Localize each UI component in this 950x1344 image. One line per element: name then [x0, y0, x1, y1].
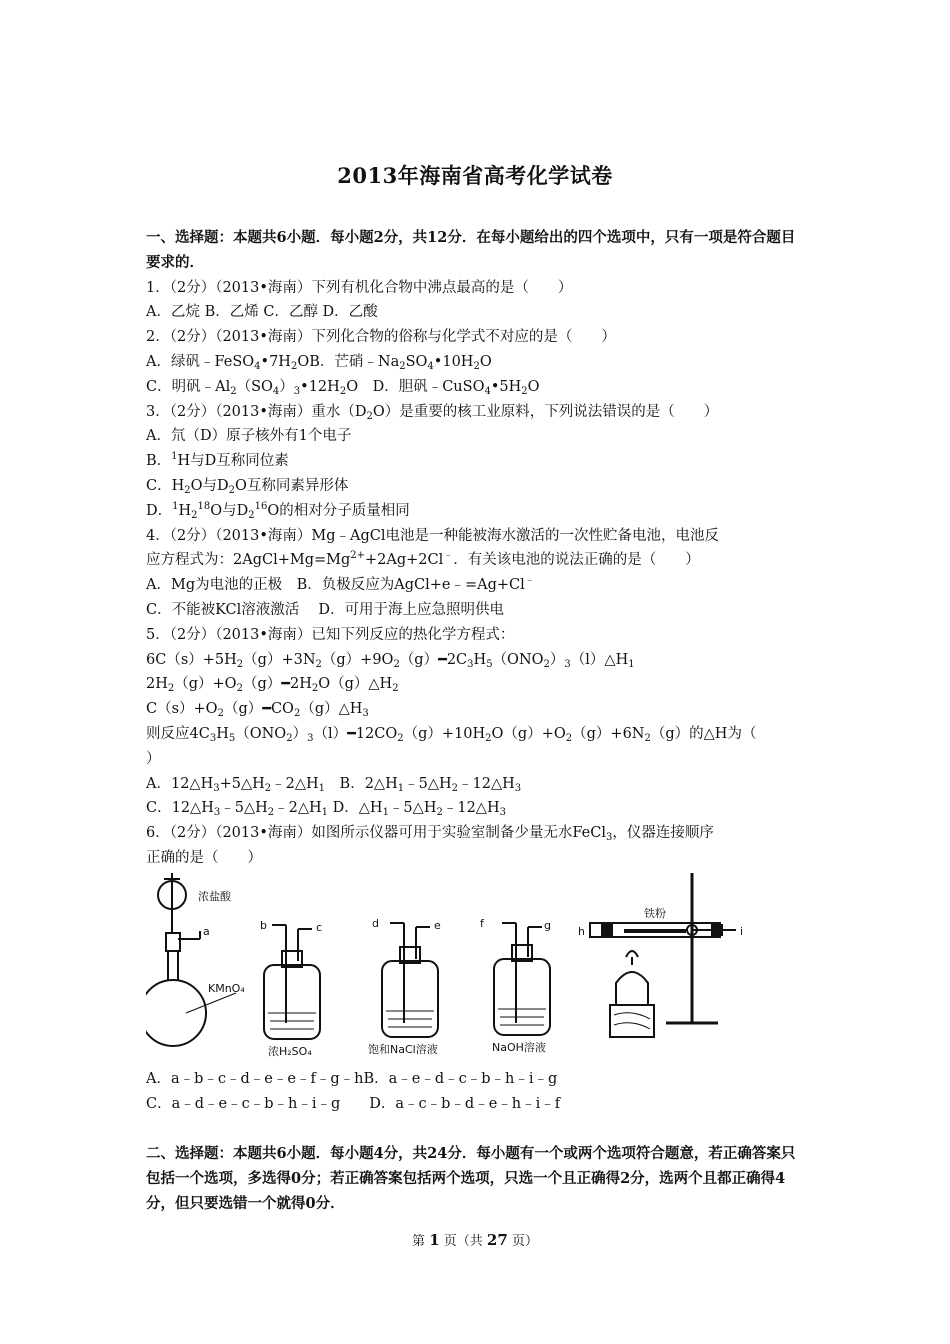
apparatus-diagram [146, 873, 806, 1063]
q1-stem: 1．（2分）（2013•海南）下列有机化合物中沸点最高的是（ ） [146, 279, 573, 296]
q5-stem: 5．（2分）（2013•海南）已知下列反应的热化学方程式： [146, 626, 515, 643]
label-h2so4: 浓H₂SO₄ [268, 1044, 312, 1058]
total-page-count: 27 [486, 1231, 508, 1249]
q4-options-cd: C．不能被KCl溶液激活 D．可用于海上应急照明供电 [146, 601, 505, 618]
q5-question-line2: ） [146, 750, 161, 767]
label-g: g [544, 918, 551, 932]
q6-options-cd: C．a﹣d﹣e﹣c﹣b﹣h﹣i﹣g D．a﹣c﹣b﹣d﹣e﹣h﹣i﹣f [146, 1095, 561, 1112]
heating-tube-apparatus [590, 873, 736, 1037]
section1-header: 一、选择题：本题共6小题．每小题2分，共12分．在每小题给出的四个选项中，只有一项是符合题目要求的． [146, 229, 796, 271]
page-title: 2013年海南省高考化学试卷 [337, 163, 613, 188]
q3-option-a: A．氘（D）原子核外有1个电子 [146, 428, 352, 445]
label-e: e [434, 918, 441, 932]
label-nacl: 饱和NaCl溶液 [368, 1042, 438, 1056]
q5-equation-2: $2H_2(g)+O_2(g)━2H_2O(g)\triangle H_2$ [146, 676, 399, 695]
exam-content [146, 226, 806, 1217]
q3-option-d: D．$^1H_2^{18}O$与$D_2^{16}O$的相对分子质量相同 [146, 500, 410, 521]
q6-stem-line1: 6．（2分）（2013•海南）如图所示仪器可用于实验室制备少量无水FeCl$_3$，仪器连接顺序 [146, 825, 714, 844]
label-a: a [203, 924, 210, 938]
label-naoh: NaOH溶液 [492, 1040, 546, 1054]
current-page-number: 1 [429, 1231, 440, 1249]
q4-stem-line2: 应方程式为：$2AgCl+Mg=Mg^{2+}+2Ag+2Cl^﹣$．有关该电池的说法正确的是（ ） [146, 550, 700, 569]
q5-question-line1: 则反应$4C_3H_5(ONO_2)_3(l)━12CO_2(g)+10H_2O(g)+O_2(g)+6N_2(g)$的△H为（ [146, 725, 757, 744]
q6-options-ab: A．a﹣b﹣c﹣d﹣e﹣e﹣f﹣g﹣hB．a﹣e﹣d﹣c﹣b﹣h﹣i﹣g [146, 1070, 558, 1087]
q4-stem-line1: 4．（2分）（2013•海南）Mg﹣AgCl电池是一种能被海水激活的一次性贮备电池，电池反 [146, 527, 720, 544]
q1-options: A．乙烷 B．乙烯 C．乙醇 D．乙酸 [146, 304, 378, 321]
q2-options-ab: A．绿矾$﹣FeSO_4•7H_2OB$．芒硝$﹣Na_2SO_4•10H_2O$ [146, 353, 492, 372]
q4-options-ab: A．Mg为电池的正极 B．负极反应为AgCl+e﹣=Ag+Cl﹣ [146, 575, 535, 594]
bottle-h2so4 [264, 925, 320, 1039]
label-iron-powder: 铁粉 [644, 906, 666, 920]
section2-header: 二、选择题：本题共6小题．每小题4分，共24分．每小题有一个或两个选项符合题意，若正确答案只包括一个选项，多选得0分；若正确答案包括两个选项，只选一个且正确得2分，选两个且都正确得4分，但只要选错一个就得0分． [146, 1145, 796, 1212]
label-i: i [740, 924, 744, 938]
page-footer: 第 1 页（共 27 页） [412, 1231, 538, 1249]
q5-equation-3: $C(s)+O_2(g)━CO_2(g)\triangle H_3$ [146, 701, 369, 720]
label-b: b [260, 918, 267, 932]
q2-options-cd: C．明矾$﹣Al_2(SO_4)_3•12H_2O$ D．胆矾$﹣CuSO_4•5H_2O$ [146, 378, 540, 397]
bottle-nacl [382, 923, 438, 1037]
label-c: c [316, 920, 323, 934]
label-hcl: 浓盐酸 [198, 889, 231, 903]
q5-options-cd: C．$12\triangle H_3﹣5\triangle H_2﹣2\triangle H_1$ D．$\triangle H_1﹣5\triangle H_2﹣12\triangle H_3$ [146, 800, 506, 819]
q2-stem: 2．（2分）（2013•海南）下列化合物的俗称与化学式不对应的是（ ） [146, 329, 616, 346]
label-h: h [578, 924, 585, 938]
q3-option-c: C．$H_2O$与$D_2O$互称同素异形体 [146, 477, 349, 496]
q6-stem-line2: 正确的是（ ） [146, 849, 262, 866]
q3-option-b: B．$^1$H与D互称同位素 [146, 451, 289, 470]
label-f: f [480, 916, 484, 930]
q5-options-ab: A．$12\triangle H_3+5\triangle H_2﹣2\triangle H_1$ B．$2\triangle H_1﹣5\triangle H_2﹣12\triangle H_3$ [146, 775, 522, 794]
q3-stem: 3．（2分）（2013•海南）重水$(D_2O)$是重要的核工业原料，下列说法错误的是（ ） [146, 403, 719, 422]
label-d: d [372, 916, 379, 930]
q5-equation-1: $6C(s)+5H_2(g)+3N_2(g)+9O_2(g)━2C_3H_5(ONO_2)_3(l)\triangle H_1$ [146, 651, 635, 670]
apparatus-figure [146, 873, 806, 1063]
label-kmno4: KMnO₄ [208, 981, 245, 995]
bottle-naoh [494, 923, 550, 1035]
